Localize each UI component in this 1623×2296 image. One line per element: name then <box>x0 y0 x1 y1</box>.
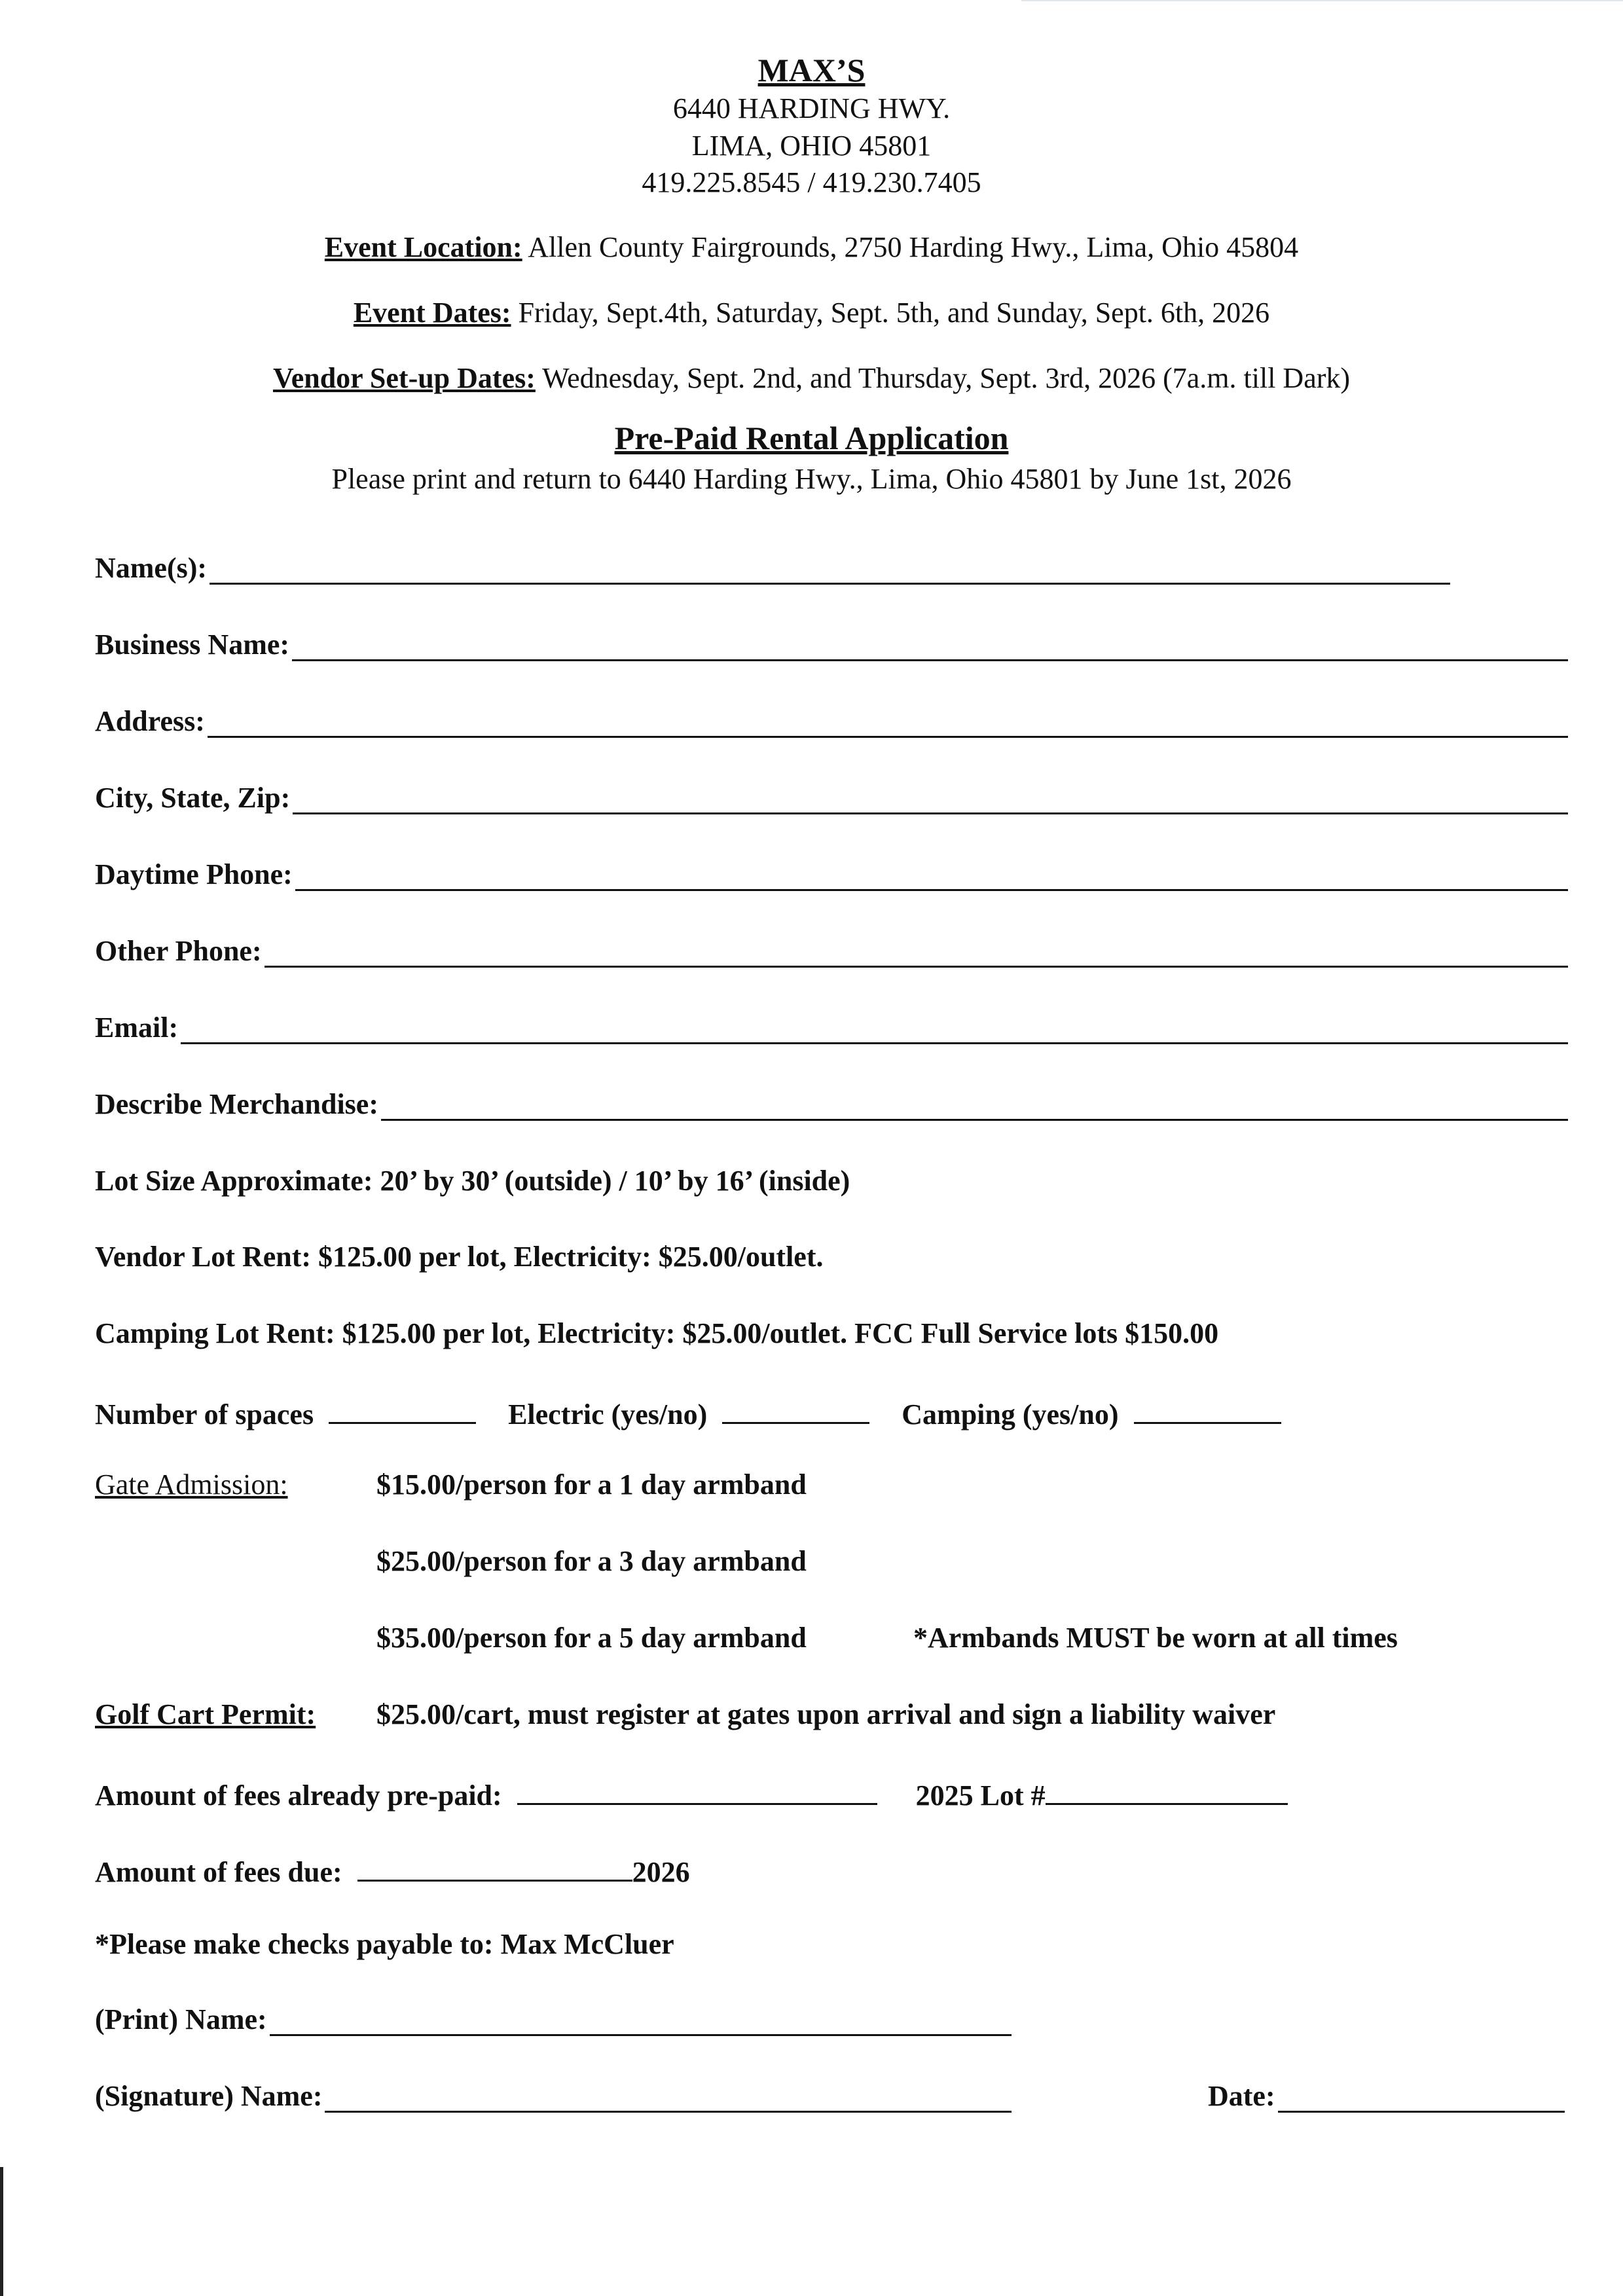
email-label: Email: <box>95 1011 179 1044</box>
print-name-label: (Print) Name: <box>95 2003 267 2035</box>
gate-one-day: $15.00/person for a 1 day armband <box>376 1468 807 1501</box>
application-instructions: Please print and return to 6440 Harding Hwy., Lima, Ohio 45801 by June 1st, 2026 <box>331 463 1292 495</box>
business-name-heading: MAX’S <box>757 52 866 88</box>
business-address-line1: 6440 HARDING HWY. <box>672 92 951 124</box>
electric-label: Electric (yes/no) <box>508 1398 708 1430</box>
signature-name-field[interactable] <box>95 2080 1012 2113</box>
date-blank[interactable] <box>1278 2085 1565 2113</box>
business-name-field[interactable] <box>95 629 1568 661</box>
scan-edge-line <box>1021 0 1623 1</box>
fees-due-year: 2026 <box>632 1856 690 1888</box>
vendor-setup-label: Vendor Set-up Dates: <box>272 362 536 394</box>
merchandise-label: Describe Merchandise: <box>95 1088 378 1120</box>
other-phone-field[interactable] <box>95 935 1568 968</box>
merchandise-field[interactable] <box>95 1088 1568 1121</box>
daytime-phone-blank[interactable] <box>295 863 1568 891</box>
address-label: Address: <box>95 705 205 737</box>
fees-prepaid-row <box>95 1777 1288 1810</box>
signature-name-label: (Signature) Name: <box>95 2080 323 2112</box>
business-name-label: Business Name: <box>95 629 290 661</box>
city-state-zip-label: City, State, Zip: <box>95 782 291 814</box>
number-of-spaces-label: Number of spaces <box>95 1398 314 1430</box>
golf-cart-label-row <box>95 1700 316 1729</box>
event-location-label: Event Location: <box>324 231 522 263</box>
signature-name-blank[interactable] <box>325 2085 1012 2113</box>
electric-blank[interactable] <box>722 1396 869 1424</box>
lot-number-blank[interactable] <box>1046 1777 1288 1805</box>
names-field[interactable] <box>95 552 1450 585</box>
number-of-spaces-blank[interactable] <box>329 1396 476 1424</box>
print-name-blank[interactable] <box>270 2008 1012 2036</box>
event-location-value: Allen County Fairgrounds, 2750 Harding Hwy., Lima, Ohio 45804 <box>522 231 1299 263</box>
scan-edge-mark <box>0 2167 3 2296</box>
fees-prepaid-blank[interactable] <box>517 1777 877 1805</box>
gate-admission-row <box>95 1470 288 1499</box>
daytime-phone-label: Daytime Phone: <box>95 858 293 890</box>
date-label: Date: <box>1208 2080 1275 2112</box>
spaces-row <box>95 1396 1281 1429</box>
event-dates-label: Event Dates: <box>353 297 511 329</box>
application-title: Pre-Paid Rental Application <box>614 420 1009 456</box>
camping-label: Camping (yes/no) <box>902 1398 1119 1430</box>
armband-note: *Armbands MUST be worn at all times <box>913 1622 1398 1654</box>
gate-five-day: $35.00/person for a 5 day armband <box>376 1622 807 1654</box>
lot-size-info: Lot Size Approximate: 20’ by 30’ (outside) / 10’ by 16’ (inside) <box>95 1165 850 1197</box>
business-phones: 419.225.8545 / 419.230.7405 <box>642 166 981 198</box>
print-name-field[interactable] <box>95 2003 1012 2036</box>
daytime-phone-field[interactable] <box>95 858 1568 891</box>
golf-cart-text: $25.00/cart, must register at gates upon arrival and sign a liability waiver <box>376 1698 1276 1730</box>
event-dates-value: Friday, Sept.4th, Saturday, Sept. 5th, and Sunday, Sept. 6th, 2026 <box>511 297 1270 329</box>
other-phone-blank[interactable] <box>264 939 1568 968</box>
fees-due-label: Amount of fees due: <box>95 1856 342 1888</box>
golf-cart-label: Golf Cart Permit: <box>95 1698 316 1730</box>
event-dates <box>0 296 1623 329</box>
date-field[interactable] <box>1208 2080 1565 2113</box>
names-blank[interactable] <box>210 556 1450 585</box>
fees-due-blank[interactable] <box>357 1853 632 1882</box>
address-blank[interactable] <box>208 710 1568 738</box>
event-location <box>0 230 1623 264</box>
other-phone-label: Other Phone: <box>95 935 262 967</box>
business-name-blank[interactable] <box>292 633 1568 661</box>
names-label: Name(s): <box>95 552 208 584</box>
city-state-zip-blank[interactable] <box>293 786 1568 814</box>
gate-admission-label: Gate Admission: <box>95 1468 288 1501</box>
vendor-setup-dates <box>0 361 1623 395</box>
camping-rent-info: Camping Lot Rent: $125.00 per lot, Electricity: $25.00/outlet. FCC Full Service lots $150.00 <box>95 1317 1219 1349</box>
lot-number-label: 2025 Lot # <box>915 1779 1046 1812</box>
email-blank[interactable] <box>181 1016 1568 1044</box>
vendor-rent-info: Vendor Lot Rent: $125.00 per lot, Electricity: $25.00/outlet. <box>95 1241 824 1273</box>
camping-blank[interactable] <box>1134 1396 1281 1424</box>
business-address-line2: LIMA, OHIO 45801 <box>691 130 932 162</box>
address-field[interactable] <box>95 705 1568 738</box>
checks-payable-note: *Please make checks payable to: Max McCluer <box>95 1928 674 1960</box>
city-state-zip-field[interactable] <box>95 782 1568 814</box>
merchandise-blank[interactable] <box>381 1093 1568 1121</box>
fees-prepaid-label: Amount of fees already pre-paid: <box>95 1779 502 1812</box>
fees-due-row <box>95 1853 690 1887</box>
email-field[interactable] <box>95 1011 1568 1044</box>
vendor-setup-value: Wednesday, Sept. 2nd, and Thursday, Sept. 3rd, 2026 (7a.m. till Dark) <box>535 362 1351 394</box>
gate-three-day: $25.00/person for a 3 day armband <box>376 1545 807 1577</box>
